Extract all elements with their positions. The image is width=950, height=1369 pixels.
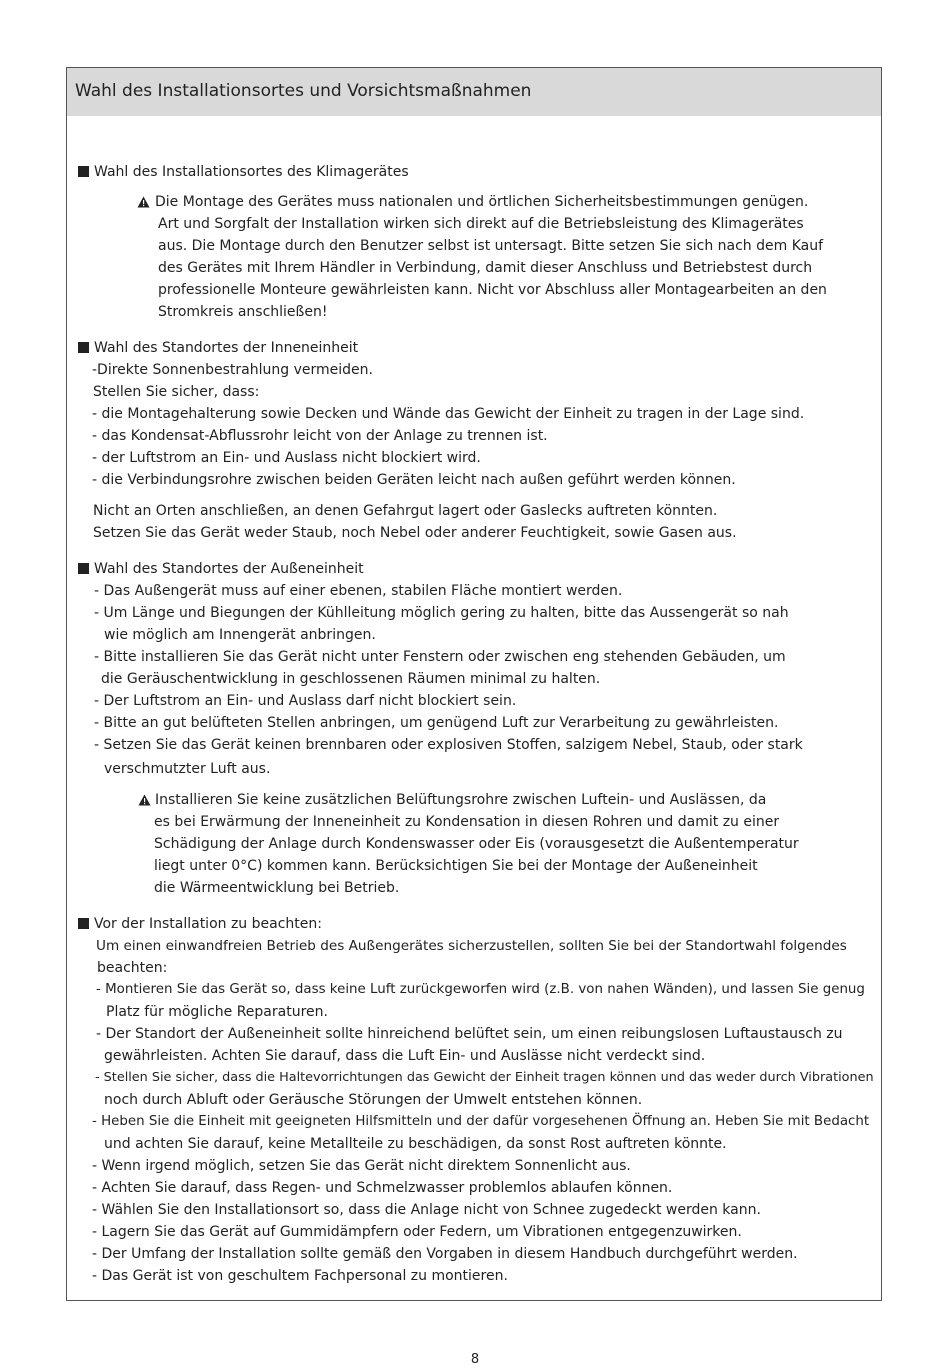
list-item: - Setzen Sie das Gerät keinen brennbaren oder explosiven Stoffen, salzigem Nebel, Staub, oder stark [94,737,803,753]
list-item: - Montieren Sie das Gerät so, dass keine Luft zurückgeworfen wird (z.B. von nahen Wänden), und lassen Sie genug [96,982,865,997]
list-item: - Das Außengerät muss auf einer ebenen, stabilen Fläche montiert werden. [94,583,623,599]
list-item: - Wenn irgend möglich, setzen Sie das Gerät nicht direktem Sonnenlicht aus. [92,1158,631,1174]
list-item: - Bitte installieren Sie das Gerät nicht unter Fenstern oder zwischen eng stehenden Gebäuden, um [94,649,786,665]
page-number: 8 [470,1352,480,1367]
list-item: - die Verbindungsrohre zwischen beiden Geräten leicht nach außen geführt werden können. [92,472,736,488]
warning-text-line: die Wärmeentwicklung bei Betrieb. [154,880,400,896]
document-body [67,68,881,1300]
warning-text-line: professionelle Monteure gewährleisten kann. Nicht vor Abschluss aller Montagearbeiten an den [158,282,827,298]
list-item: - Um Länge und Biegungen der Kühlleitung möglich gering zu halten, bitte das Aussengerät so nah [94,605,789,621]
list-item: verschmutzter Luft aus. [104,761,271,777]
list-item: - Heben Sie die Einheit mit geeigneten Hilfsmitteln und der dafür vorgesehenen Öffnung an. Heben Sie mit Bedacht [92,1114,870,1129]
warning-text-line: Art und Sorgfalt der Installation wirken sich direkt auf die Betriebsleistung des Klimagerätes [158,216,804,232]
warning-text-line: aus. Die Montage durch den Benutzer selbst ist untersagt. Bitte setzen Sie sich nach dem Kauf [158,238,824,254]
list-item: - Achten Sie darauf, dass Regen- und Schmelzwasser problemlos ablaufen können. [92,1180,673,1196]
warning-icon [138,794,151,806]
paragraph-line: beachten: [97,960,168,976]
list-item: wie möglich am Innengerät anbringen. [104,627,376,643]
warning-icon [137,196,150,208]
list-item: - Das Gerät ist von geschultem Fachpersonal zu montieren. [92,1268,508,1284]
list-item: -Direkte Sonnenbestrahlung vermeiden. [92,362,373,378]
list-item: Stellen Sie sicher, dass: [93,384,260,400]
list-item: - Wählen Sie den Installationsort so, dass die Anlage nicht von Schnee zugedeckt werden kann. [92,1202,761,1218]
warning-text-line: Stromkreis anschließen! [158,304,328,320]
list-item: - Lagern Sie das Gerät auf Gummidämpfern oder Federn, um Vibrationen entgegenzuwirken. [92,1224,742,1240]
list-item: die Geräuschentwicklung in geschlossenen Räumen minimal zu halten. [101,671,601,687]
list-item: - Der Standort der Außeneinheit sollte hinreichend belüftet sein, um einen reibungslosen Luftaustausch zu [96,1026,843,1042]
warning-text-line: des Gerätes mit Ihrem Händler in Verbindung, damit dieser Anschluss und Betriebstest durch [158,260,813,276]
note-line: Nicht an Orten anschließen, an denen Gefahrgut lagert oder Gaslecks auftreten könnten. [93,503,718,519]
warning-text-line: es bei Erwärmung der Inneneinheit zu Kondensation in diesen Rohren und damit zu einer [154,814,780,830]
note-line: Setzen Sie das Gerät weder Staub, noch Nebel oder anderer Feuchtigkeit, sowie Gasen aus. [93,525,737,541]
list-item: - Bitte an gut belüfteten Stellen anbringen, um genügend Luft zur Verarbeitung zu gewährleisten. [94,715,779,731]
list-item: Platz für mögliche Reparaturen. [106,1004,328,1020]
list-item: - die Montagehalterung sowie Decken und Wände das Gewicht der Einheit zu tragen in der Lage sind. [92,406,805,422]
warning-text-line: Die Montage des Gerätes muss nationalen und örtlichen Sicherheitsbestimmungen genügen. [155,194,809,210]
list-item: - das Kondensat-Abflussrohr leicht von der Anlage zu trennen ist. [92,428,548,444]
list-item: und achten Sie darauf, keine Metallteile zu beschädigen, da sonst Rost auftreten könnte. [104,1136,727,1152]
warning-text-line: Schädigung der Anlage durch Kondenswasser oder Eis (vorausgesetzt die Außentemperatur [154,836,799,852]
section-heading-inneneinheit: Wahl des Standortes der Inneneinheit [94,340,359,356]
bullet-square-icon [78,342,89,353]
section-heading-vor-installation: Vor der Installation zu beachten: [94,916,322,932]
bullet-square-icon [78,918,89,929]
bullet-square-icon [78,166,89,177]
list-item: - Der Luftstrom an Ein- und Auslass darf nicht blockiert sein. [94,693,517,709]
section-heading-klimageraet: Wahl des Installationsortes des Klimagerätes [94,164,409,180]
bullet-square-icon [78,563,89,574]
list-item: - der Luftstrom an Ein- und Auslass nicht blockiert wird. [92,450,481,466]
warning-text-line: liegt unter 0°C) kommen kann. Berücksichtigen Sie bei der Montage der Außeneinheit [154,858,758,874]
section-heading-aussenheit: Wahl des Standortes der Außeneinheit [94,561,364,577]
list-item: noch durch Abluft oder Geräusche Störungen der Umwelt entstehen können. [104,1092,643,1108]
warning-text-line: Installieren Sie keine zusätzlichen Belüftungsrohre zwischen Luftein- und Auslässen, da [155,792,767,808]
list-item: - Stellen Sie sicher, dass die Haltevorrichtungen das Gewicht der Einheit tragen können und das weder durch Vibrationen [95,1070,874,1085]
page-title: Wahl des Installationsortes und Vorsichtsmaßnahmen [75,81,532,101]
list-item: gewährleisten. Achten Sie darauf, dass die Luft Ein- und Auslässe nicht verdeckt sind. [104,1048,706,1064]
content-frame [66,67,882,1301]
paragraph-line: Um einen einwandfreien Betrieb des Außengerätes sicherzustellen, sollten Sie bei der Standortwahl folgendes [96,938,847,954]
list-item: - Der Umfang der Installation sollte gemäß den Vorgaben in diesem Handbuch durchgeführt werden. [92,1246,798,1262]
